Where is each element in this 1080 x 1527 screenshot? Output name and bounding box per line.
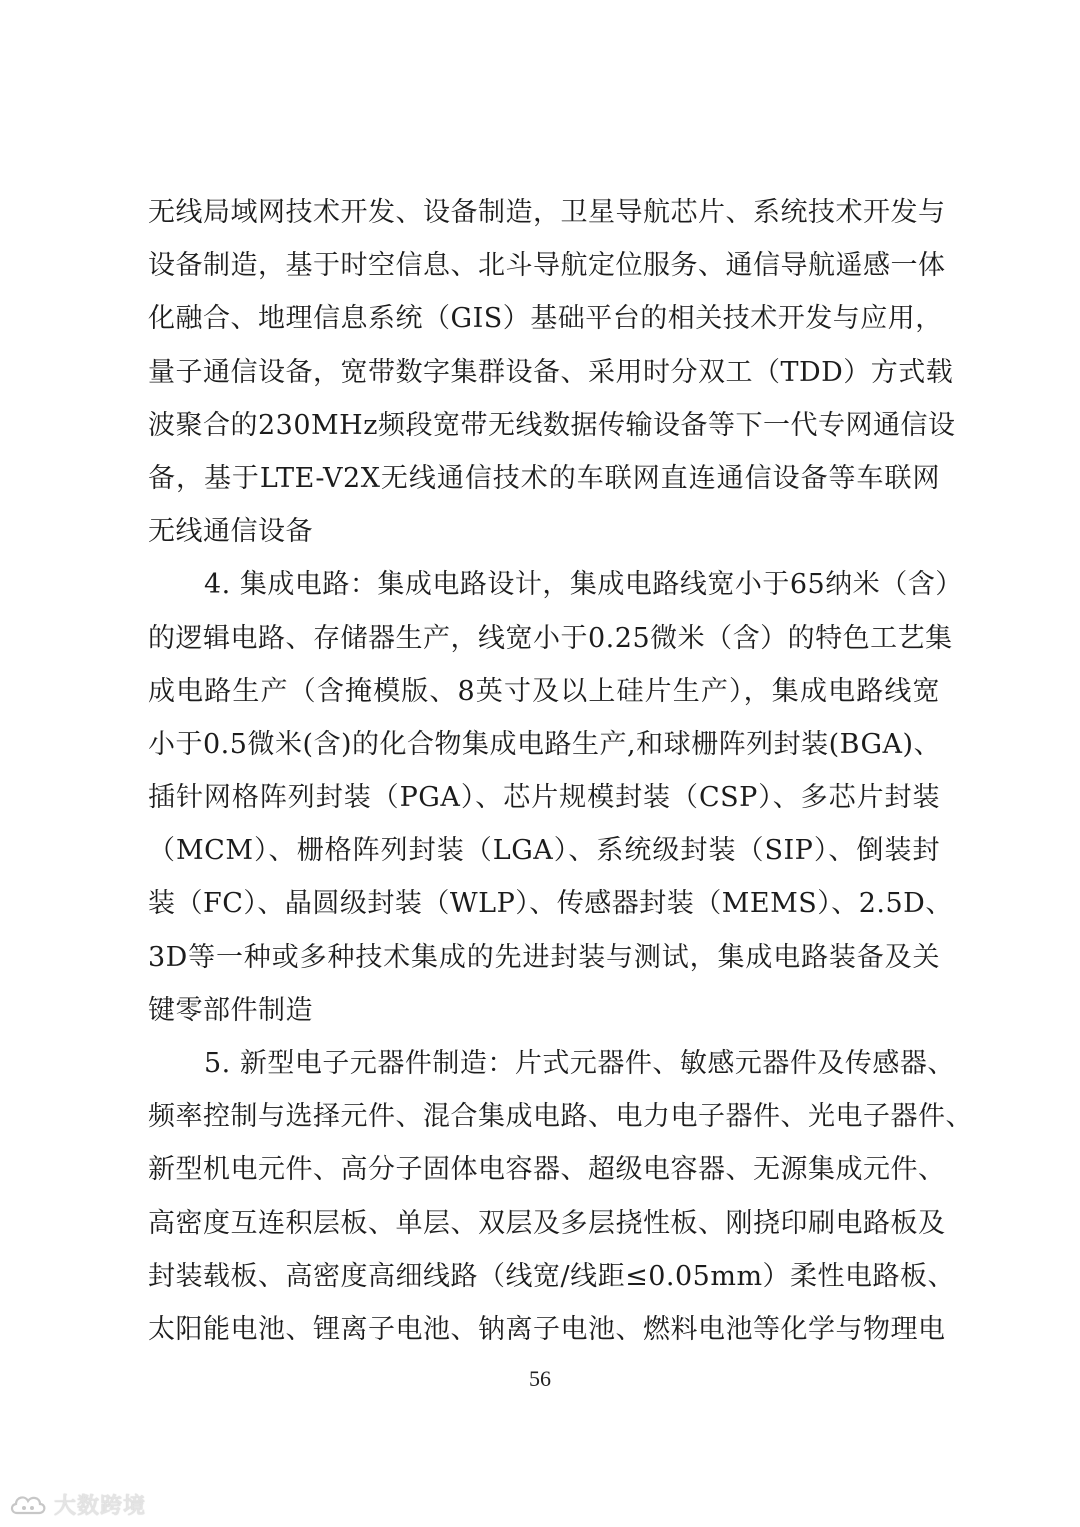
- text-line: 键零部件制造: [148, 994, 313, 1026]
- text-line: 太阳能电池、锂离子电池、钠离子电池、燃料电池等化学与物理电: [148, 1313, 946, 1345]
- text-line: 高密度互连积层板、单层、双层及多层挠性板、刚挠印刷电路板及: [148, 1207, 946, 1239]
- text-line: 无线通信设备: [148, 516, 313, 548]
- text-line: 5. 新型电子元器件制造：片式元器件、敏感元器件及传感器、: [204, 1048, 955, 1079]
- text-line: 波聚合的230MHz频段宽带无线数据传输设备等下一代专网通信设: [148, 409, 956, 441]
- text-line: 频率控制与选择元件、混合集成电路、电力电子器件、光电子器件、: [148, 1101, 973, 1133]
- text-line: （MCM）、栅格阵列封装（LGA）、系统级封装（SIP）、倒装封: [148, 835, 940, 867]
- text-line: 量子通信设备，宽带数字集群设备、采用时分双工（TDD）方式载: [148, 356, 954, 388]
- text-line: 备，基于LTE-V2X无线通信技术的车联网直连通信设备等车联网: [148, 462, 940, 494]
- page-number: 56: [529, 1366, 551, 1391]
- text-line: 小于0.5微米(含)的化合物集成电路生产,和球栅阵列封装(BGA)、: [148, 728, 942, 760]
- text-line: 封装载板、高密度高细线路（线宽/线距≤0.05mm）柔性电路板、: [148, 1260, 956, 1292]
- text-line: 4. 集成电路：集成电路设计，集成电路线宽小于65纳米（含）: [204, 569, 963, 601]
- text-line: 无线局域网技术开发、设备制造，卫星导航芯片、系统技术开发与: [148, 197, 946, 228]
- text-line: 设备制造，基于时空信息、北斗导航定位服务、通信导航遥感一体: [148, 250, 946, 282]
- text-line: 3D等一种或多种技术集成的先进封装与测试，集成电路装备及关: [148, 941, 940, 973]
- text-line: 插针网格阵列封装（PGA）、芯片规模封装（CSP）、多芯片封装: [148, 782, 940, 814]
- watermark-text: 大数跨境: [54, 1493, 147, 1519]
- watermark: [8, 1487, 146, 1521]
- text-line: 装（FC）、晶圆级封装（WLP）、传感器封装（MEMS）、2.5D、: [148, 888, 953, 920]
- text-line: 的逻辑电路、存储器生产，线宽小于0.25微米（含）的特色工艺集: [148, 622, 953, 654]
- text-line: 新型机电元件、高分子固体电容器、超级电容器、无源集成元件、: [148, 1154, 946, 1186]
- cloud-logo-icon: [8, 1489, 48, 1519]
- body-text: [148, 186, 973, 1356]
- text-line: 成电路生产（含掩模版、8英寸及以上硅片生产），集成电路线宽: [148, 675, 940, 707]
- text-line: 化融合、地理信息系统（GIS）基础平台的相关技术开发与应用，: [148, 303, 943, 335]
